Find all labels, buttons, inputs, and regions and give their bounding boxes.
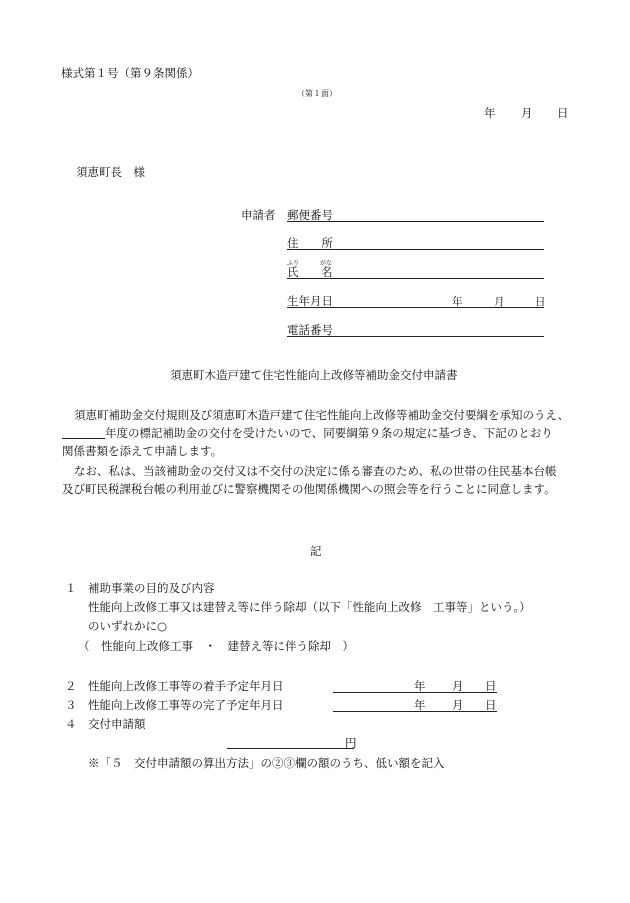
item-2-date-field[interactable] <box>333 692 497 693</box>
item-1-options[interactable]: （ 性能向上改修工事 ・ 建替え等に伴う除却 ） <box>78 639 354 653</box>
item-1-number: １ <box>65 581 77 595</box>
item-1-title: 補助事業の目的及び内容 <box>88 581 215 595</box>
birth-date-label: 生年月日 <box>287 294 333 308</box>
birth-date-field[interactable] <box>287 307 544 308</box>
document-title: 須恵町木造戸建て住宅性能向上改修等補助金交付申請書 <box>170 368 458 382</box>
item-3-title: 性能向上改修工事等の完了予定年月日 <box>88 698 284 712</box>
item-1-note: のいずれかに○ <box>88 619 168 633</box>
item-4-title: 交付申請額 <box>88 717 146 731</box>
birth-day-label: 日 <box>535 296 546 308</box>
item-3-number: ３ <box>65 698 77 712</box>
name-ruby-2: がな <box>320 260 333 267</box>
amount-footnote: ※「５ 交付申請額の算出方法」の②③欄の額のうち、低い額を記入 <box>88 756 445 770</box>
item-2-month: 月 <box>452 679 464 693</box>
date-day-label: 日 <box>557 106 569 120</box>
applicant-label: 申請者 <box>241 208 276 222</box>
date-year-label: 年 <box>484 106 496 120</box>
item-2-day: 日 <box>485 679 497 693</box>
yen-label: 円 <box>345 736 357 750</box>
form-number: 様式第１号（第９条関係） <box>61 66 199 80</box>
item-3-year: 年 <box>414 698 426 712</box>
name-ruby-1: ふり <box>287 260 300 267</box>
page-label: （第１面） <box>297 89 337 98</box>
address-label: 住 所 <box>287 236 333 250</box>
body-line-5: 及び町民税課税台帳の利用並びに警察機関その他関係機関への照会等を行うことに同意します。 <box>62 482 556 496</box>
item-1-description: 性能向上改修工事又は建替え等に伴う除却（以下「性能向上改修 工事等」という。） <box>88 600 531 614</box>
phone-field[interactable] <box>287 336 544 337</box>
body-line-1: 須恵町補助金交付規則及び須恵町木造戸建て住宅性能向上改修等補助金交付要綱を承知のうえ、 <box>74 408 570 422</box>
item-2-year: 年 <box>414 679 426 693</box>
fiscal-year-field[interactable] <box>62 438 105 439</box>
item-3-day: 日 <box>485 698 497 712</box>
body-line-3: 関係書類を添えて申請します。 <box>62 444 223 458</box>
item-2-number: ２ <box>65 679 77 693</box>
name-label-char-1: 氏 <box>287 265 299 279</box>
name-field[interactable] <box>287 278 544 279</box>
ki-heading: 記 <box>310 544 322 558</box>
phone-label: 電話番号 <box>287 323 333 337</box>
address-field[interactable] <box>287 249 544 250</box>
amount-field[interactable] <box>227 748 354 749</box>
body-line-4: なお、私は、当該補助金の交付又は不交付の決定に係る審査のため、私の世帯の住民基本台帳 <box>74 464 557 478</box>
item-4-number: ４ <box>65 717 77 731</box>
postal-code-field[interactable] <box>287 221 544 222</box>
date-month-label: 月 <box>521 106 533 120</box>
body-line-2: 年度の標記補助金の交付を受けたいので、同要綱第９条の規定に基づき、下記のとおり <box>105 426 553 440</box>
name-label-char-2: 名 <box>321 265 333 279</box>
birth-month-label: 月 <box>494 296 505 308</box>
item-2-title: 性能向上改修工事等の着手予定年月日 <box>88 679 284 693</box>
item-3-month: 月 <box>452 698 464 712</box>
birth-year-label: 年 <box>452 296 463 308</box>
postal-code-label: 郵便番号 <box>287 208 333 222</box>
addressee: 須恵町長 様 <box>76 165 145 179</box>
item-3-date-field[interactable] <box>333 711 497 712</box>
